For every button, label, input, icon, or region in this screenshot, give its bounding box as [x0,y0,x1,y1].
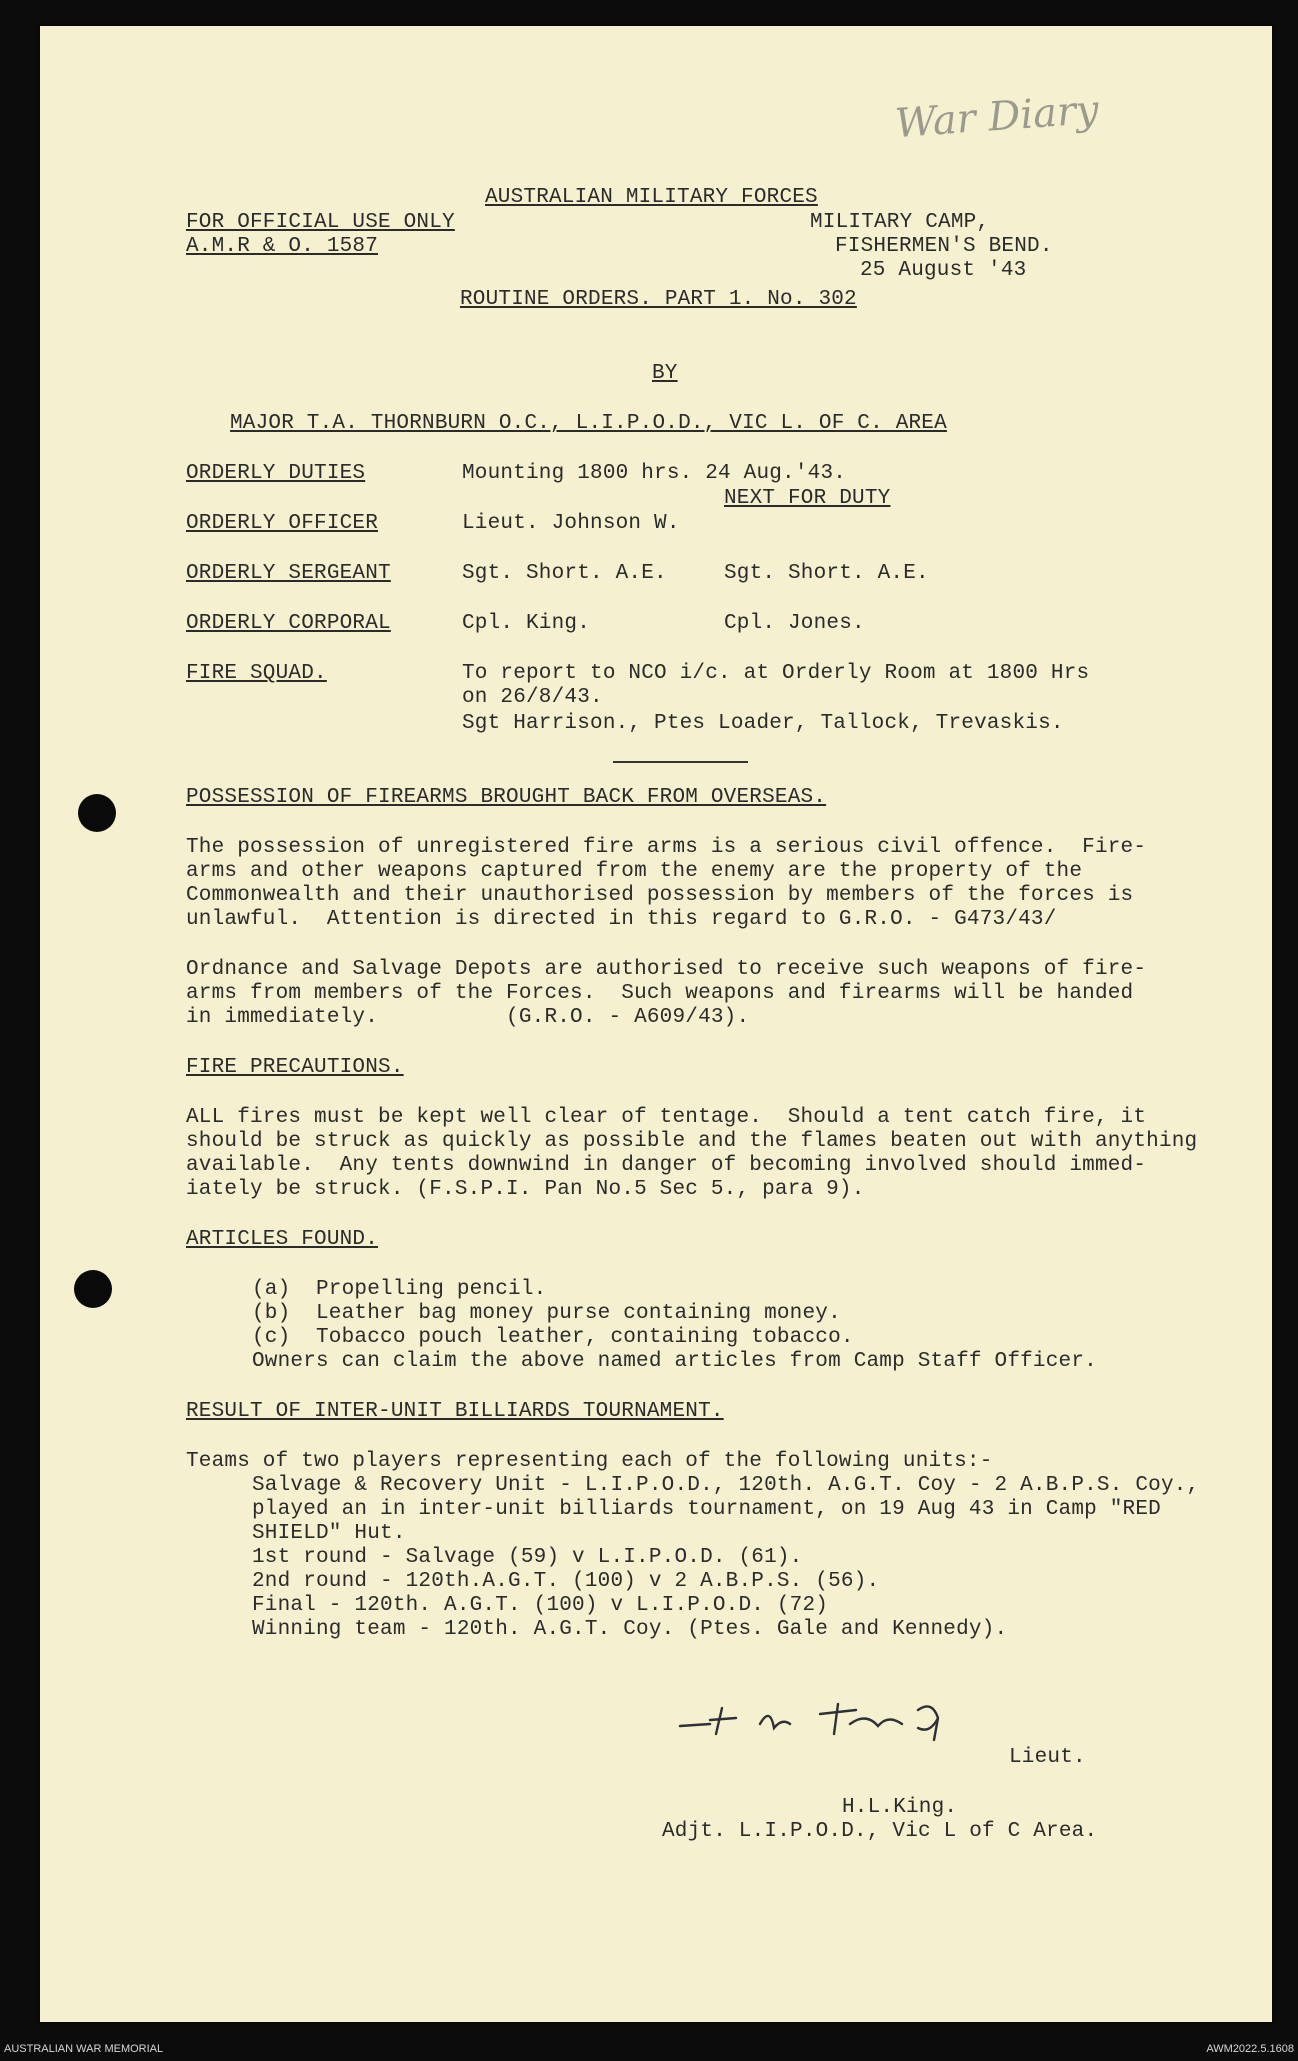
billiards-line: 1st round - Salvage (59) v L.I.P.O.D. (61). [252,1546,803,1569]
firearms-line: Ordnance and Salvage Depots are authorised to receive such weapons of fire- [186,958,1147,981]
duty-value-orderly-officer: Lieut. Johnson W. [462,512,680,535]
billiards-intro: Teams of two players representing each of the following units:- [186,1450,993,1473]
punch-hole-top [78,794,116,832]
signatory-rank: Lieut. [1009,1746,1086,1769]
next-for-duty-label: NEXT FOR DUTY [724,487,891,510]
signatory-name: H.L.King. [842,1796,958,1819]
fire-precautions-line: ALL fires must be kept well clear of tentage. Should a tent catch fire, it [186,1106,1147,1129]
duty-value-orderly-duties: Mounting 1800 hrs. 24 Aug.'43. [462,462,847,485]
orders-title: ROUTINE ORDERS. PART 1. No. 302 [460,288,857,311]
article-item: (b) Leather bag money purse containing money. [252,1302,841,1325]
signatory-title: Adjt. L.I.P.O.D., Vic L of C Area. [662,1820,1098,1843]
firearms-line: unlawful. Attention is directed in this regard to G.R.O. - G473/43/ [186,908,1057,931]
footer-archive-label: AUSTRALIAN WAR MEMORIAL [4,2043,164,2055]
camp-location: FISHERMEN'S BEND. [835,235,1053,258]
articles-note: Owners can claim the above named articles from Camp Staff Officer. [252,1350,1097,1373]
firearms-line: The possession of unregistered fire arms is a serious civil offence. Fire- [186,836,1147,859]
billiards-heading: RESULT OF INTER-UNIT BILLIARDS TOURNAMENT. [186,1400,724,1423]
duty-next-orderly-sergeant: Sgt. Short. A.E. [724,562,929,585]
punch-hole-bottom [74,1270,112,1308]
fire-precautions-line: should be struck as quickly as possible and the flames beaten out with anything [186,1130,1198,1153]
firearms-line: arms and other weapons captured from the enemy are the property of the [186,860,1083,883]
by-label: BY [652,362,678,385]
duty-label-orderly-officer: ORDERLY OFFICER [186,512,379,535]
firearms-line: arms from members of the Forces. Such weapons and firearms will be handed [186,982,1134,1005]
camp-name: MILITARY CAMP, [810,211,990,234]
force-title: AUSTRALIAN MILITARY FORCES [485,186,818,209]
fire-squad-line: To report to NCO i/c. at Orderly Room at 1800 Hrs [462,662,1090,685]
billiards-line: Salvage & Recovery Unit - L.I.P.O.D., 120th. A.G.T. Coy - 2 A.B.P.S. Coy., [252,1474,1200,1497]
billiards-line: 2nd round - 120th.A.G.T. (100) v 2 A.B.P.S. (56). [252,1570,880,1593]
document-page [40,26,1272,2022]
firearms-line: in immediately. (G.R.O. - A609/43). [186,1006,750,1029]
billiards-line: Final - 120th. A.G.T. (100) v L.I.P.O.D. (72) [252,1594,829,1617]
section-divider [613,761,748,763]
duty-value-orderly-sergeant: Sgt. Short. A.E. [462,562,667,585]
fire-squad-line: Sgt Harrison., Ptes Loader, Tallock, Trevaskis. [462,712,1064,735]
reference-number: A.M.R & O. 1587 [186,235,379,258]
fire-precautions-line: iately be struck. (F.S.P.I. Pan No.5 Sec 5., para 9). [186,1178,865,1201]
footer-accession-number: AWM2022.5.1608 [1206,2043,1294,2055]
official-use-label: FOR OFFICIAL USE ONLY [186,211,455,234]
article-item: (c) Tobacco pouch leather, containing tobacco. [252,1326,854,1349]
billiards-line: Winning team - 120th. A.G.T. Coy. (Ptes. Gale and Kennedy). [252,1618,1008,1641]
articles-heading: ARTICLES FOUND. [186,1228,379,1251]
firearms-line: Commonwealth and their unauthorised possession by members of the forces is [186,884,1134,907]
duty-label-orderly-corporal: ORDERLY CORPORAL [186,612,391,635]
fire-squad-label: FIRE SQUAD. [186,662,327,685]
billiards-line: played an in inter-unit billiards tournament, on 19 Aug 43 in Camp "RED [252,1498,1161,1521]
issuer-line: MAJOR T.A. THORNBURN O.C., L.I.P.O.D., VIC L. OF C. AREA [230,412,947,435]
order-date: 25 August '43 [860,259,1027,282]
handwritten-signature [670,1694,990,1744]
fire-precautions-line: available. Any tents downwind in danger of becoming involved should immed- [186,1154,1147,1177]
fire-squad-line: on 26/8/43. [462,686,603,709]
duty-label-orderly-duties: ORDERLY DUTIES [186,462,366,485]
billiards-line: SHIELD" Hut. [252,1522,406,1545]
firearms-heading: POSSESSION OF FIREARMS BROUGHT BACK FROM OVERSEAS. [186,786,827,809]
duty-value-orderly-corporal: Cpl. King. [462,612,591,635]
pencil-annotation: War Diary [893,86,1101,148]
duty-next-orderly-corporal: Cpl. Jones. [724,612,865,635]
fire-precautions-heading: FIRE PRECAUTIONS. [186,1056,404,1079]
duty-label-orderly-sergeant: ORDERLY SERGEANT [186,562,391,585]
article-item: (a) Propelling pencil. [252,1278,547,1301]
